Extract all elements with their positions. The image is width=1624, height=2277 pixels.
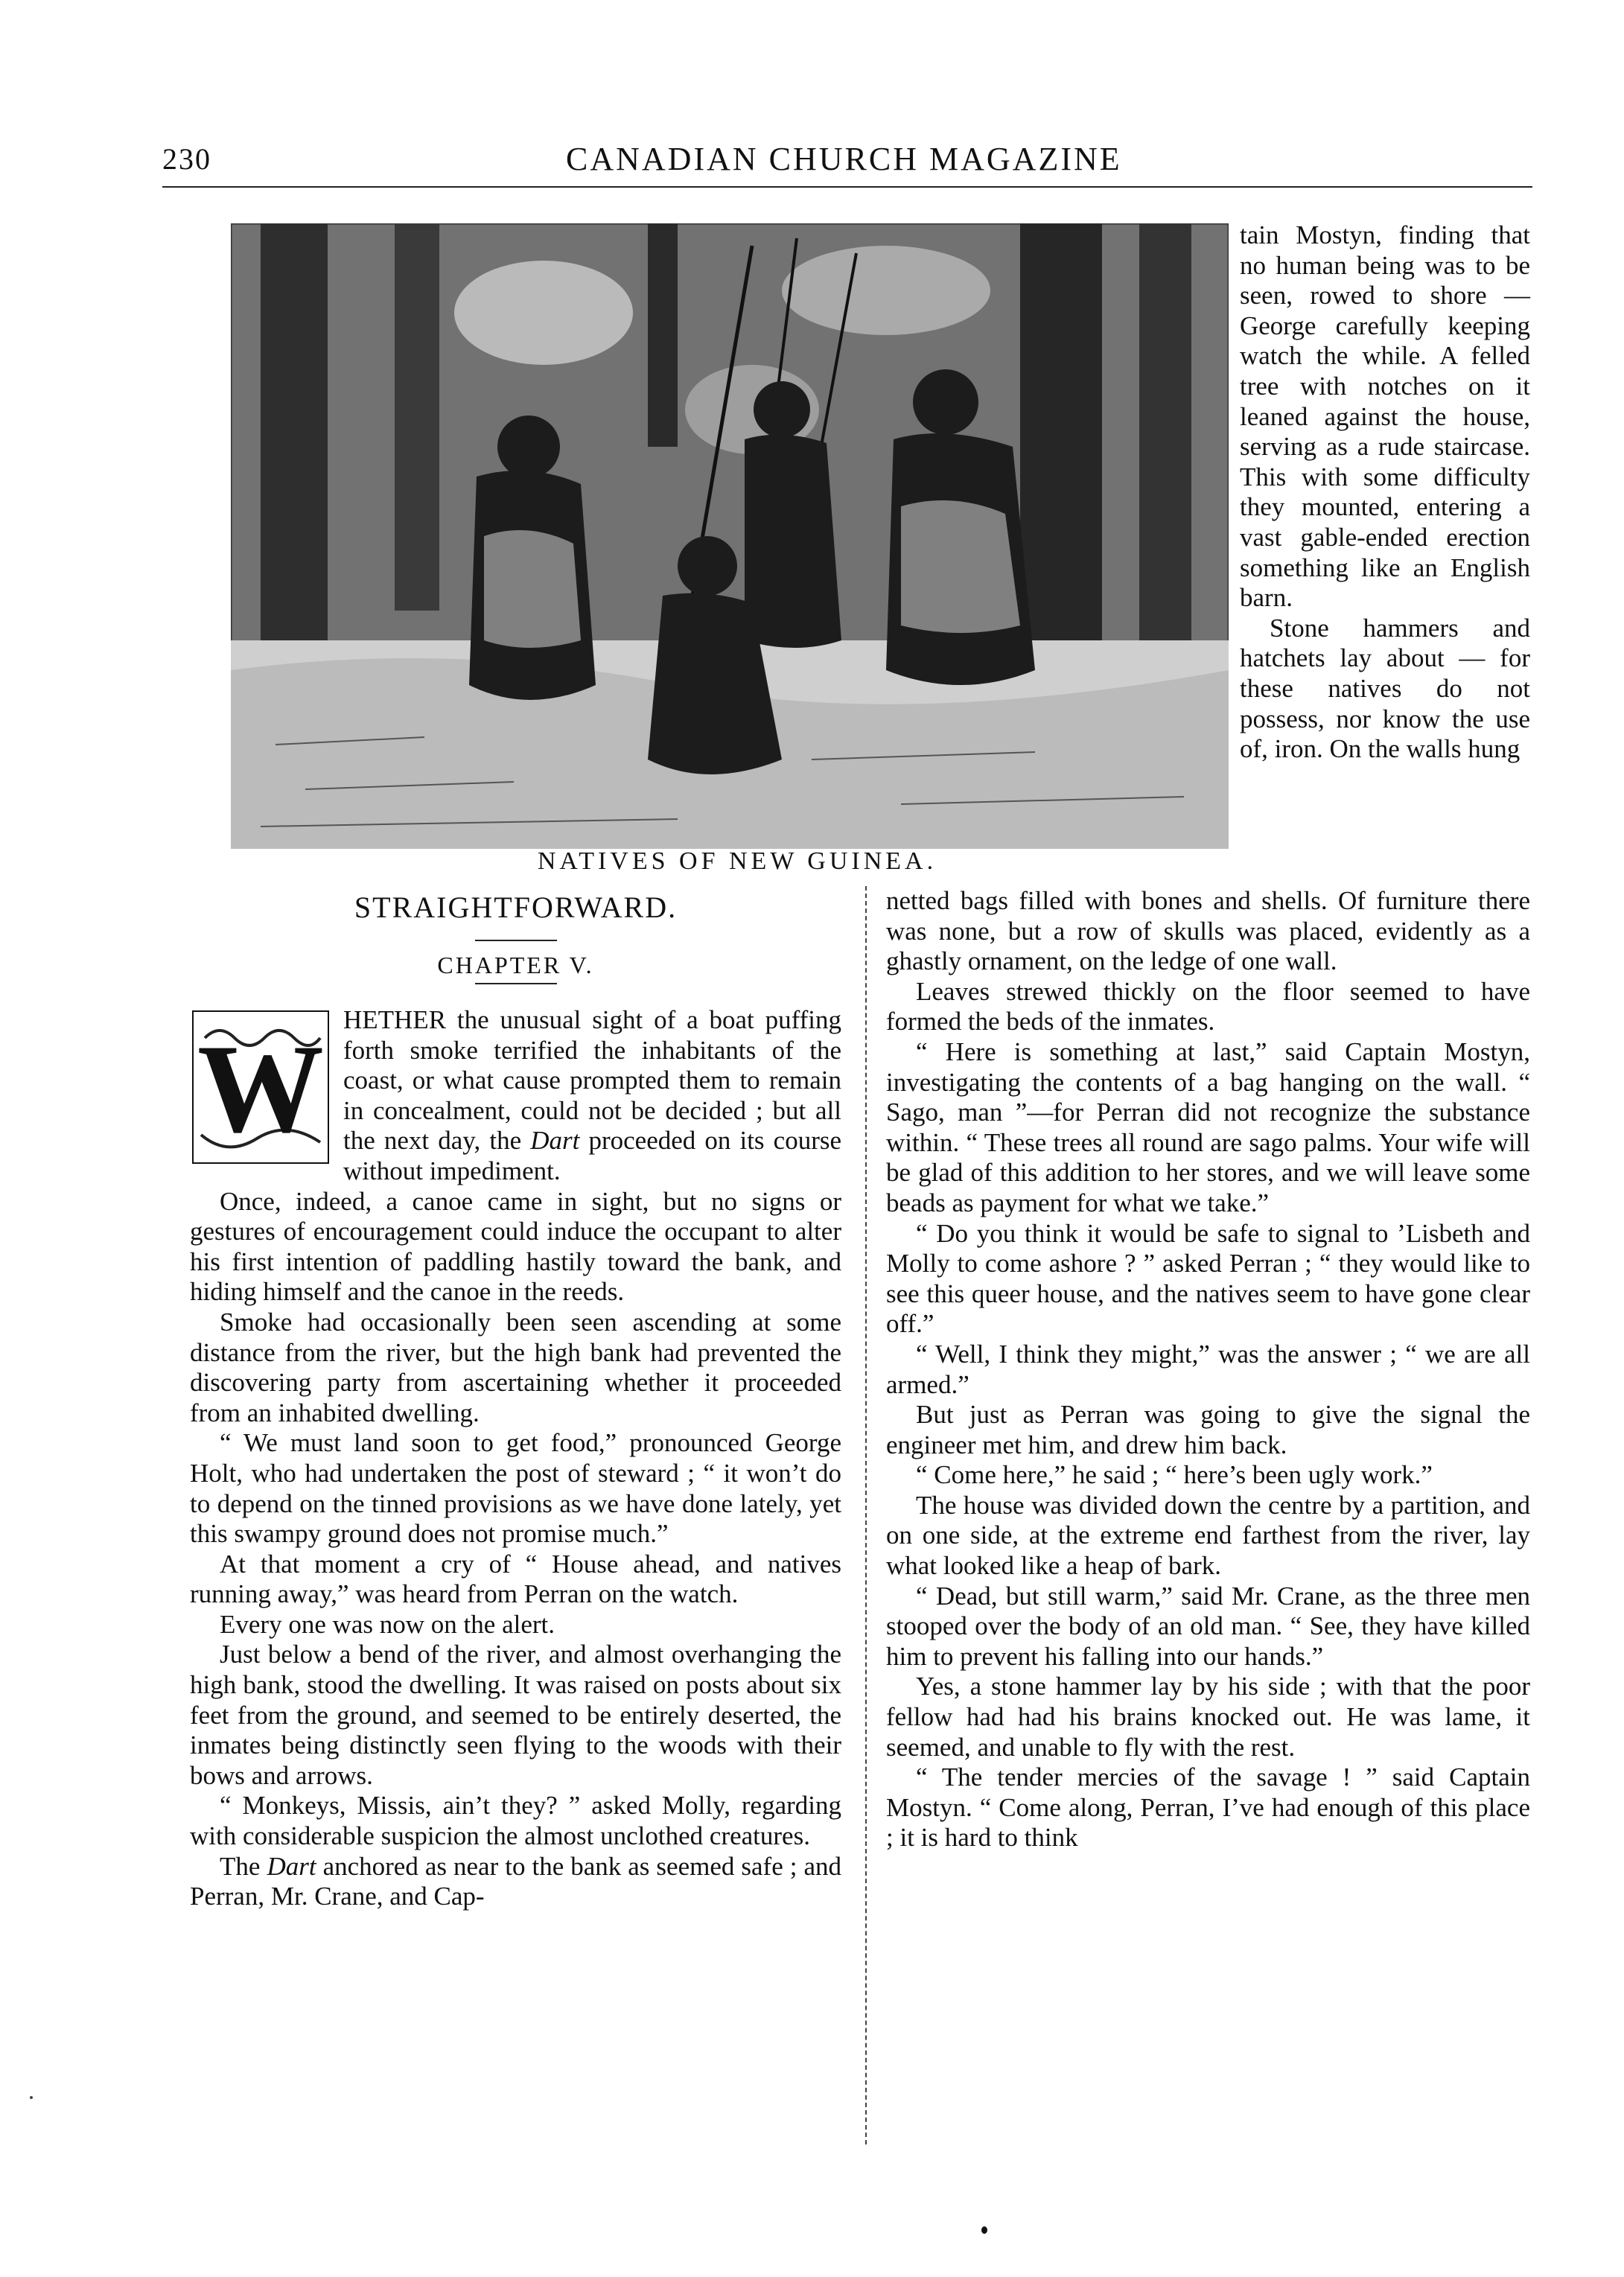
dropcap-letter: W: [197, 1019, 324, 1159]
paragraph: Just below a bend of the river, and almost overhanging the high bank, stood the dwelling. It was raised on posts about six feet from the ground, and seemed to be entirely deserted, the inmates being distinctly seen flying to the woods with their bows and arrows.: [190, 1640, 841, 1790]
chapter-heading: CHAPTER V.: [437, 952, 594, 978]
paragraph: Once, indeed, a canoe came in sight, but no signs or gestures of encouragement could induce the occupant to alter his first intention of paddling hastily toward the bank, and hiding himself and the canoe in the reeds.: [190, 1186, 841, 1307]
chapter-rule: [475, 983, 557, 984]
natives-illustration: [231, 223, 1229, 849]
paragraph: Every one was now on the alert.: [220, 1609, 555, 1639]
header-rule: [162, 186, 1532, 188]
title-rule: [475, 940, 557, 941]
paragraph: “ Come here,” he said ; “ here’s been ugly work.”: [916, 1460, 1433, 1490]
page-number: 230: [162, 142, 211, 176]
paragraph: “ Do you think it would be safe to signal to ’Lisbeth and Molly to come ashore ? ” asked Perran ; “ they would like to see this queer house, and the natives seem to have gone clear off.”: [886, 1218, 1530, 1339]
paragraph: “ We must land soon to get food,” pronounced George Holt, who had undertaken the post of steward ; “ it won’t do to depend on the tinned provisions as we have done lately, yet this swampy ground does not promise much.”: [190, 1428, 841, 1549]
paragraph: At that moment a cry of “ House ahead, and natives running away,” was heard from Perran on the watch.: [190, 1549, 841, 1609]
paragraph: The house was divided down the centre by a partition, and on one side, at the extreme end farthest from the river, lay what looked like a heap of bark.: [886, 1490, 1530, 1581]
paragraph: Stone hammers and hatchets lay about — for these natives do not possess, nor know the use of, iron. On the walls hung: [1240, 613, 1530, 764]
ornamental-dropcap: [190, 1008, 331, 1166]
paragraph: “ Well, I think they might,” was the answer ; “ we are all armed.”: [886, 1339, 1530, 1399]
right-column: [886, 886, 1530, 1853]
story-title: STRAIGHTFORWARD.: [354, 891, 678, 924]
paragraph: tain Mostyn, finding that no human being was to be seen, rowed to shore — George carefully keeping watch the while. A felled tree with notches on it leaned against the house, serving as a rude staircase. This with some difficulty they mounted, entering a vast gable-ended erection something like an English barn.: [1240, 220, 1530, 613]
paragraph: The Dart anchored as near to the bank as seemed safe ; and Perran, Mr. Crane, and Cap-: [190, 1851, 842, 1911]
paragraph: “ Here is something at last,” said Captain Mostyn, investigating the contents of a bag hanging on the wall. “ Sago, man ”—for Perran did not recognize the substance within. “ These trees all round are sago palms. Your wife will be glad of this addition to her stores, and we will leave some beads as payment for what we take.”: [886, 1036, 1530, 1217]
opening-paragraph: HETHER the unusual sight of a boat puffing forth smoke terrified the inhabitants of the coast, or what cause prompted them to remain in concealment, could not be decided ; but all the next day, the Dart proceeded on its course without impediment.: [343, 1005, 841, 1185]
paragraph: “ Dead, but still warm,” said Mr. Crane, as the three men stooped over the body of an old man. “ See, they have killed him to prevent his falling into our hands.”: [886, 1581, 1530, 1671]
paragraph: “ The tender mercies of the savage ! ” said Captain Mostyn. “ Come along, Perran, I’ve had enough of this place ; it is hard to think: [886, 1762, 1530, 1853]
stray-mark: [30, 2096, 33, 2099]
paragraph: Smoke had occasionally been seen ascending at some distance from the river, but the high bank had prevented the discovering party from ascertaining whether it proceeded from an inhabited dwelling.: [190, 1307, 841, 1427]
left-column: [190, 1005, 841, 1912]
page-title: CANADIAN CHURCH MAGAZINE: [566, 141, 1122, 177]
column-divider: [865, 886, 867, 2144]
paragraph: “ Monkeys, Missis, ain’t they? ” asked Molly, regarding with considerable suspicion the almost unclothed creatures.: [190, 1791, 841, 1851]
paragraph: But just as Perran was going to give the signal the engineer met him, and drew him back.: [886, 1400, 1530, 1459]
top-right-column: [1240, 220, 1530, 765]
bottom-dot: [981, 2226, 987, 2234]
paragraph: Leaves strewed thickly on the floor seemed to have formed the beds of the inmates.: [886, 976, 1530, 1036]
paragraph: Yes, a stone hammer lay by his side ; with that the poor fellow had had his brains knocked out. He was lame, it seemed, and unable to fly with the rest.: [886, 1672, 1530, 1762]
illustration-caption: NATIVES OF NEW GUINEA.: [537, 847, 937, 875]
paragraph: netted bags filled with bones and shells. Of furniture there was none, but a row of skulls was placed, evidently as a ghastly ornament, on the ledge of one wall.: [886, 886, 1530, 976]
